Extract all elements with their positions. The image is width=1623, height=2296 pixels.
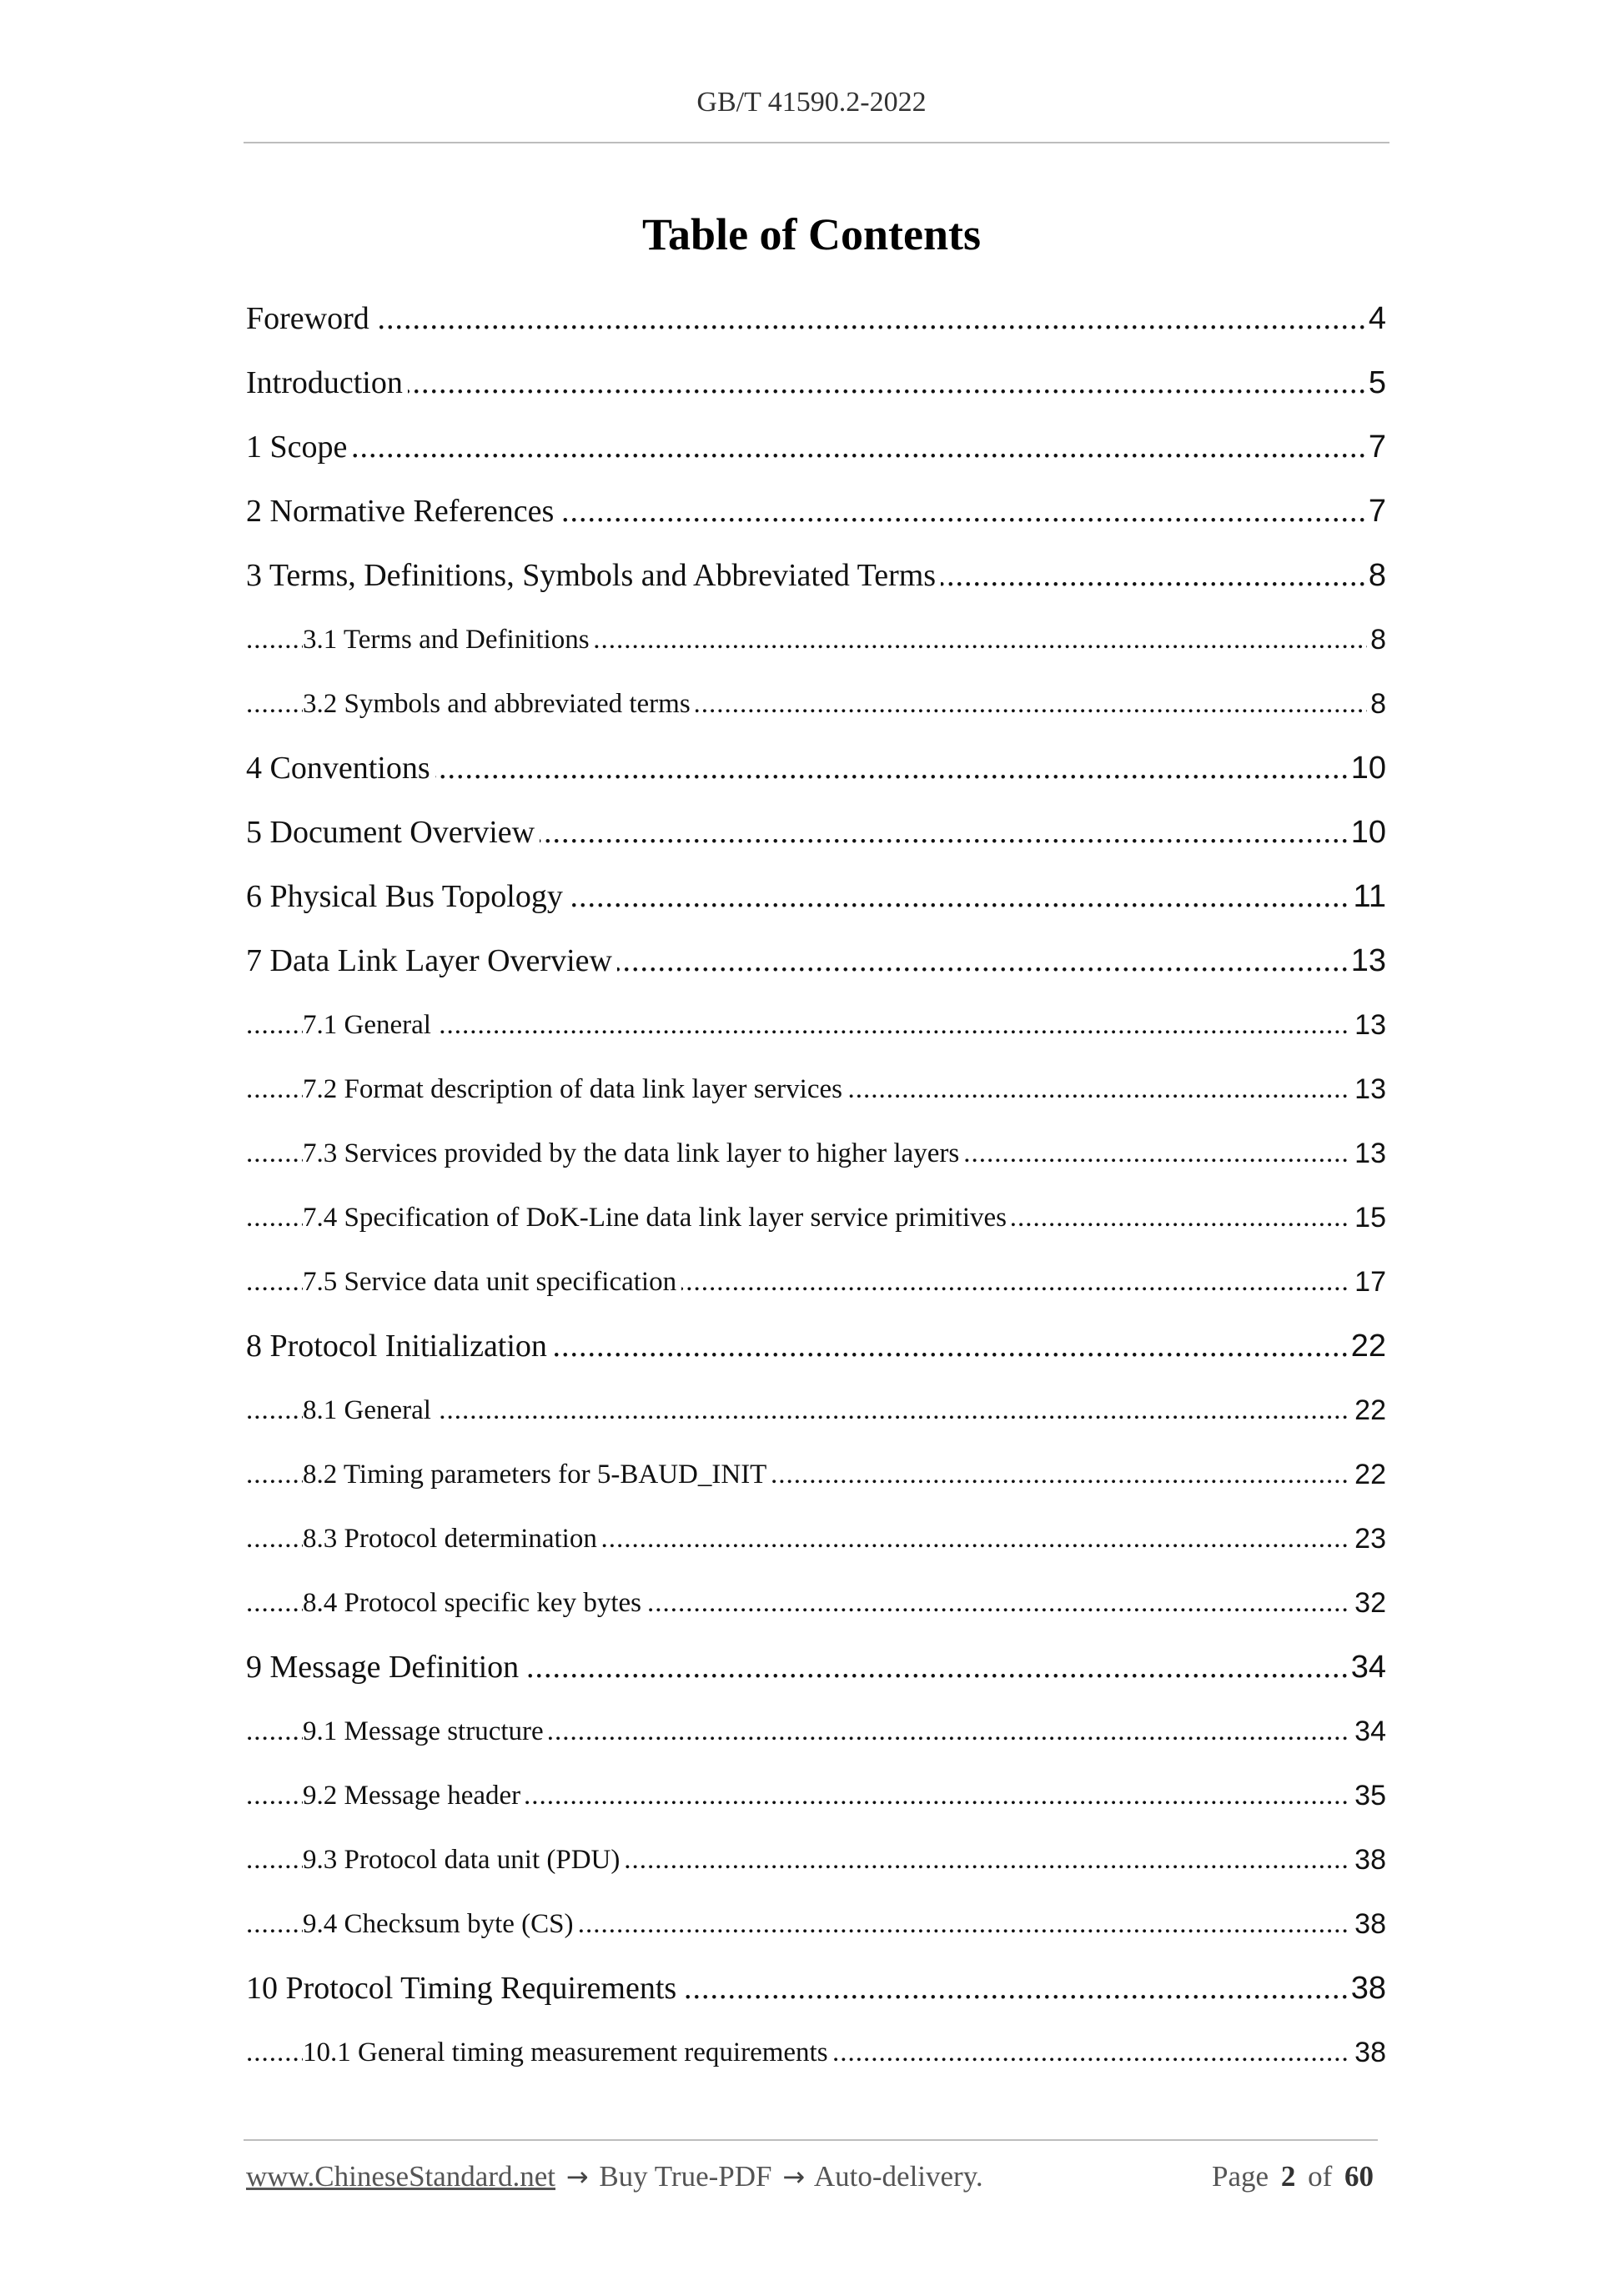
footer-promo [246, 2160, 983, 2193]
toc-entry[interactable] [246, 1571, 1386, 1635]
toc-entry[interactable] [246, 1058, 1386, 1122]
toc-entry-title: 4 Conventions [246, 751, 435, 786]
toc-entry-page: 4 [1365, 287, 1386, 351]
toc-entry-page: 13 [1351, 1058, 1386, 1122]
site-link[interactable]: www.ChineseStandard.net [246, 2160, 555, 2193]
toc-entry-title: 2 Normative References [246, 494, 559, 529]
toc-entry-title: 3 Terms, Definitions, Symbols and Abbreviated Terms [246, 558, 941, 593]
page-indicator [1212, 2160, 1379, 2193]
toc-entry[interactable] [246, 672, 1386, 736]
toc-entry-page: 10 [1348, 736, 1386, 801]
toc-entry-page: 34 [1348, 1635, 1386, 1700]
toc-entry[interactable] [246, 1507, 1386, 1571]
toc-entry-page: 38 [1351, 1828, 1386, 1892]
toc-entry[interactable] [246, 929, 1386, 993]
footer-delivery-text: Auto-delivery. [813, 2160, 983, 2193]
toc-entry[interactable] [246, 1122, 1386, 1186]
toc-entry-page: 38 [1348, 1957, 1386, 2021]
toc-entry-page: 35 [1351, 1764, 1386, 1828]
toc-entry[interactable] [246, 1635, 1386, 1700]
toc-entry-page: 22 [1348, 1314, 1386, 1379]
toc-entry-page: 8 [1367, 608, 1386, 672]
toc-title: Table of Contents [641, 209, 982, 259]
toc-entry-page: 11 [1350, 865, 1386, 929]
toc-entry-page: 15 [1351, 1186, 1386, 1250]
toc-entry[interactable] [246, 1379, 1386, 1443]
toc-entry[interactable] [246, 801, 1386, 865]
toc-entry-title: 6 Physical Bus Topology [246, 879, 568, 914]
toc-entry-title: 7.4 Specification of DoK-Line data link layer service primitives [303, 1203, 1012, 1233]
toc-entry-title: 3.1 Terms and Definitions [303, 625, 595, 655]
right-arrow-icon: → [782, 2161, 806, 2193]
page-current: 2 [1280, 2160, 1296, 2193]
toc-entry-page: 13 [1351, 1122, 1386, 1186]
toc-entry-page: 23 [1351, 1507, 1386, 1571]
toc-entry-title: 7.2 Format description of data link layer services [303, 1074, 847, 1104]
toc-entry-title: 10.1 General timing measurement requirements [303, 2037, 833, 2067]
toc-entry[interactable] [246, 1828, 1386, 1892]
toc-entry[interactable] [246, 544, 1386, 608]
toc-entry-page: 17 [1351, 1250, 1386, 1314]
header-divider [244, 142, 1389, 143]
toc-entry-page: 7 [1365, 480, 1386, 544]
toc-entry-page: 32 [1351, 1571, 1386, 1635]
toc-entry-title: 5 Document Overview [246, 815, 540, 850]
toc-entry[interactable] [246, 1764, 1386, 1828]
toc-entry-page: 38 [1351, 2021, 1386, 2085]
toc-entry-title: 9.1 Message structure [303, 1716, 549, 1746]
page-of: of [1308, 2160, 1333, 2193]
toc-entry[interactable] [246, 1250, 1386, 1314]
footer-buy-text: Buy True-PDF [599, 2160, 772, 2193]
toc-entry[interactable] [246, 993, 1386, 1058]
toc-entry-title: 7.3 Services provided by the data link layer to higher layers [303, 1138, 964, 1168]
toc-list [246, 287, 1386, 2085]
toc-entry-page: 13 [1351, 993, 1386, 1058]
toc-entry-page: 13 [1348, 929, 1386, 993]
toc-entry-title: 3.2 Symbols and abbreviated terms [303, 689, 696, 719]
toc-entry-title: 7.1 General [303, 1010, 436, 1040]
toc-entry[interactable] [246, 415, 1386, 480]
toc-entry-title: 8.3 Protocol determination [303, 1524, 602, 1554]
toc-entry[interactable] [246, 1892, 1386, 1957]
toc-entry[interactable] [246, 351, 1386, 415]
toc-entry-title: 7 Data Link Layer Overview [246, 943, 617, 978]
toc-entry-title: 1 Scope [246, 430, 352, 465]
toc-entry[interactable] [246, 1186, 1386, 1250]
toc-entry-title: Introduction [246, 365, 408, 400]
toc-entry-title: 8.4 Protocol specific key bytes [303, 1588, 646, 1618]
toc-entry[interactable] [246, 480, 1386, 544]
toc-entry[interactable] [246, 736, 1386, 801]
toc-entry[interactable] [246, 608, 1386, 672]
toc-entry-title: 8.2 Timing parameters for 5-BAUD_INIT [303, 1459, 771, 1490]
toc-entry[interactable] [246, 1957, 1386, 2021]
toc-entry-page: 22 [1351, 1443, 1386, 1507]
toc-entry-title: 10 Protocol Timing Requirements [246, 1971, 681, 2006]
toc-entry-title: 8 Protocol Initialization [246, 1329, 552, 1364]
toc-entry[interactable] [246, 865, 1386, 929]
page-total: 60 [1344, 2160, 1374, 2193]
toc-entry-title: 9.4 Checksum byte (CS) [303, 1909, 578, 1939]
toc-entry-page: 10 [1348, 801, 1386, 865]
toc-entry-title: 9.3 Protocol data unit (PDU) [303, 1845, 625, 1875]
toc-entry-title: 9.2 Message header [303, 1781, 525, 1811]
right-arrow-icon: → [565, 2161, 589, 2193]
toc-entry-page: 8 [1365, 544, 1386, 608]
toc-entry-page: 38 [1351, 1892, 1386, 1957]
toc-entry-title: 9 Message Definition [246, 1650, 524, 1685]
toc-entry[interactable] [246, 2021, 1386, 2085]
toc-entry-page: 7 [1365, 415, 1386, 480]
toc-entry-title: Foreword [246, 301, 374, 336]
toc-entry-page: 5 [1365, 351, 1386, 415]
toc-entry-page: 22 [1351, 1379, 1386, 1443]
toc-entry[interactable] [246, 287, 1386, 351]
toc-entry[interactable] [246, 1443, 1386, 1507]
toc-entry-page: 8 [1367, 672, 1386, 736]
toc-entry-page: 34 [1351, 1700, 1386, 1764]
toc-entry-title: 8.1 General [303, 1395, 436, 1425]
standard-code-header: GB/T 41590.2-2022 [696, 87, 927, 118]
footer-divider [244, 2139, 1378, 2141]
toc-entry-title: 7.5 Service data unit specification [303, 1267, 681, 1297]
toc-entry[interactable] [246, 1314, 1386, 1379]
page-label: Page [1212, 2160, 1269, 2193]
toc-entry[interactable] [246, 1700, 1386, 1764]
